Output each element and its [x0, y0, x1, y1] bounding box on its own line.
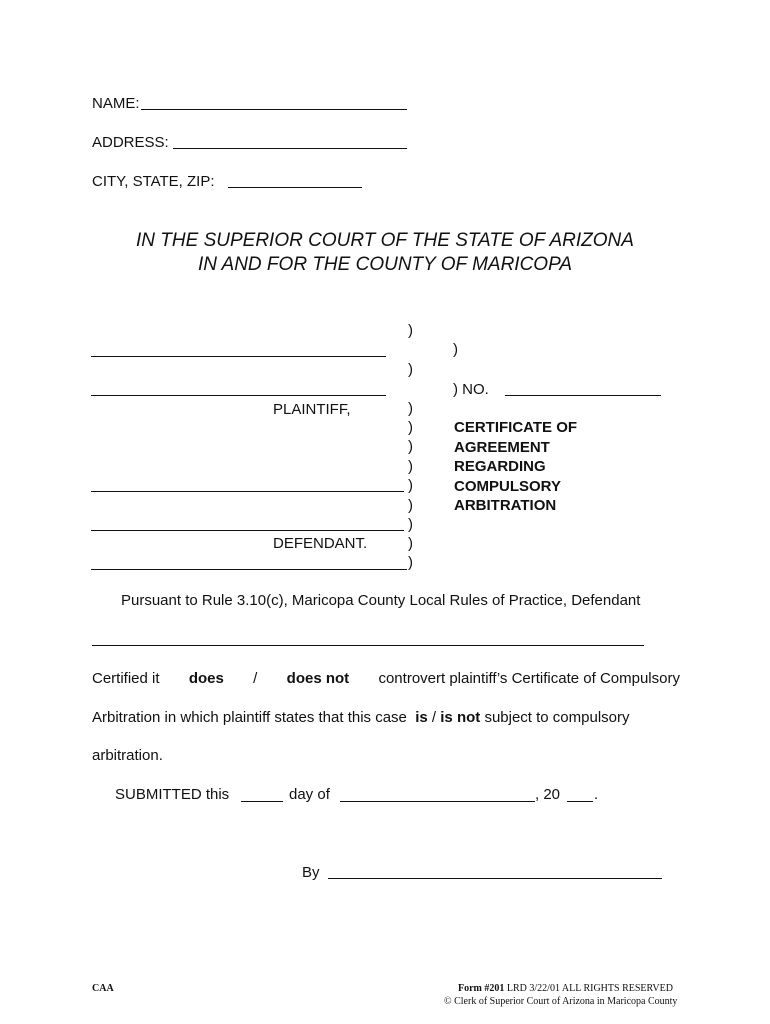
caption-paren: )	[408, 516, 413, 533]
form-number	[458, 983, 673, 995]
day-field[interactable]	[241, 801, 283, 802]
form-code: CAA	[92, 983, 114, 994]
day-of-label: day of	[289, 786, 330, 803]
address-label: ADDRESS:	[92, 134, 169, 151]
arb-post-text: subject to compulsory	[484, 709, 630, 726]
plaintiff-line-2[interactable]	[91, 395, 386, 396]
caption-paren: )	[453, 341, 458, 358]
name-label: NAME:	[92, 95, 140, 112]
address-field[interactable]	[173, 148, 407, 149]
cert-pre-text: Certified it	[92, 670, 160, 687]
caption-paren: )	[408, 535, 413, 552]
certificate-title	[454, 418, 577, 516]
certificate-title-line: ARBITRATION	[454, 497, 557, 514]
period: .	[594, 786, 599, 803]
name-field[interactable]	[141, 109, 407, 110]
option-separator: /	[431, 709, 437, 726]
case-number-label: ) NO.	[453, 381, 489, 398]
year-field[interactable]	[567, 801, 593, 802]
city-state-zip-label: CITY, STATE, ZIP:	[92, 173, 215, 190]
year-prefix: , 20	[535, 786, 561, 803]
does-not-option[interactable]: does not	[286, 670, 350, 687]
certification-line	[92, 670, 680, 688]
option-separator: /	[253, 670, 258, 687]
arbitration-line	[92, 709, 630, 727]
signature-field[interactable]	[328, 878, 662, 879]
court-heading-line1: IN THE SUPERIOR COURT OF THE STATE OF ARIZONA	[136, 230, 634, 251]
cert-post-text: controvert plaintiff’s Certificate of Compulsory	[378, 670, 680, 687]
certificate-title-line: AGREEMENT	[454, 438, 550, 456]
case-number-field[interactable]	[505, 395, 661, 396]
submitted-label: SUBMITTED this	[115, 786, 230, 803]
pursuant-text: Pursuant to Rule 3.10(c), Maricopa County Local Rules of Practice, Defendant	[121, 592, 641, 609]
caption-paren: )	[408, 554, 413, 571]
caption-paren: )	[408, 458, 413, 475]
form-number-bold: Form #201	[458, 983, 505, 994]
defendant-label: DEFENDANT.	[273, 535, 368, 552]
does-option[interactable]: does	[188, 670, 224, 687]
defendant-line-1[interactable]	[91, 491, 404, 492]
defendant-line-3[interactable]	[91, 569, 407, 570]
city-state-zip-field[interactable]	[228, 187, 362, 188]
arb-pre-text: Arbitration in which plaintiff states that this case	[92, 709, 407, 726]
is-option[interactable]: is	[415, 709, 428, 726]
plaintiff-line-1[interactable]	[91, 356, 386, 357]
certificate-title-line: REGARDING	[454, 458, 546, 475]
by-label: By	[302, 864, 320, 881]
form-number-rest: LRD 3/22/01 ALL RIGHTS RESERVED	[506, 983, 673, 994]
defendant-name-field[interactable]	[92, 645, 644, 646]
court-heading-line2: IN AND FOR THE COUNTY OF MARICOPA	[197, 254, 573, 275]
copyright-text: © Clerk of Superior Court of Arizona in Maricopa County	[444, 996, 678, 1007]
caption-paren: )	[408, 497, 413, 514]
month-field[interactable]	[340, 801, 535, 802]
plaintiff-label: PLAINTIFF,	[273, 401, 351, 418]
defendant-line-2[interactable]	[91, 530, 404, 531]
caption-paren: )	[408, 477, 413, 494]
certificate-title-line: COMPULSORY	[454, 477, 561, 495]
caption-paren: )	[408, 438, 413, 455]
arbitration-end-text: arbitration.	[92, 747, 163, 764]
caption-paren: )	[408, 419, 413, 436]
caption-paren: )	[408, 361, 413, 378]
caption-paren: )	[408, 400, 413, 417]
is-not-option[interactable]: is not	[440, 709, 481, 726]
certificate-title-line: CERTIFICATE OF	[454, 419, 578, 436]
caption-paren: )	[408, 322, 413, 339]
